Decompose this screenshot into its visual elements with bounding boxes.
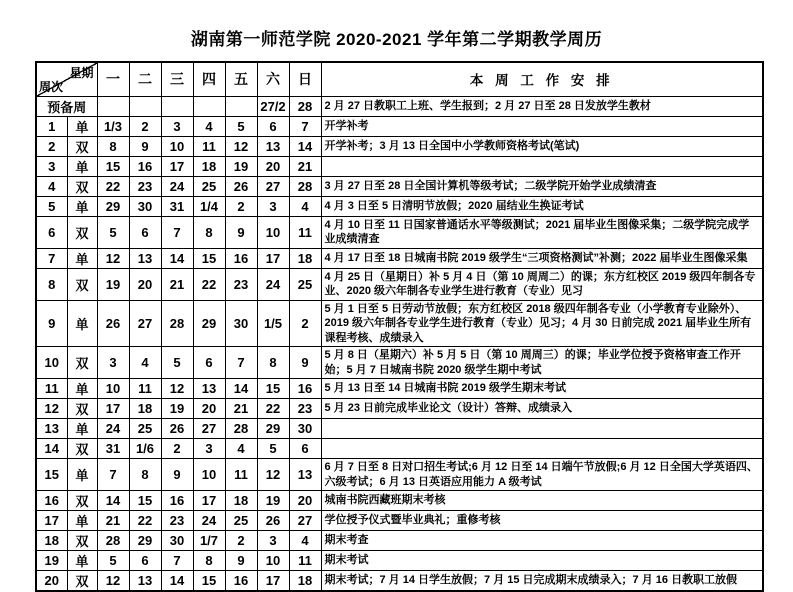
day-cell: 30 [289, 419, 321, 439]
week-number-cell: 7 [36, 248, 67, 268]
day-cell: 14 [161, 571, 193, 592]
day-cell: 6 [129, 551, 161, 571]
week-number-cell: 预备周 [36, 96, 97, 116]
day-cell: 6 [289, 439, 321, 459]
week-number-cell: 18 [36, 531, 67, 551]
work-arrangement-cell: 4 月 17 日至 18 日城南书院 2019 级学生“三项资格测试”补测；2022 届毕业生图像采集 [321, 248, 763, 268]
day-header-tue: 二 [129, 62, 161, 96]
day-cell: 17 [97, 399, 129, 419]
day-cell: 23 [225, 268, 257, 300]
day-cell: 25 [289, 268, 321, 300]
day-cell: 26 [97, 300, 129, 347]
day-cell: 6 [257, 116, 289, 136]
day-cell: 15 [129, 491, 161, 511]
week-number-cell: 19 [36, 551, 67, 571]
calendar-week-row [36, 419, 763, 439]
day-cell: 18 [193, 156, 225, 176]
calendar-week-row [36, 439, 763, 459]
odd-even-cell: 单 [67, 196, 97, 216]
day-cell: 16 [161, 491, 193, 511]
day-header-fri: 五 [225, 62, 257, 96]
work-arrangement-cell: 5 月 8 日（星期六）补 5 月 5 日（第 10 周周三）的课；毕业学位授予资格审查工作开始；5 月 7 日城南书院 2020 级学生期中考试 [321, 347, 763, 379]
day-cell: 24 [193, 511, 225, 531]
day-cell: 12 [97, 571, 129, 592]
day-cell: 15 [257, 379, 289, 399]
day-cell: 4 [289, 196, 321, 216]
day-cell: 4 [193, 116, 225, 136]
day-cell: 7 [225, 347, 257, 379]
day-cell: 18 [129, 399, 161, 419]
calendar-week-row [36, 379, 763, 399]
day-cell: 11 [129, 379, 161, 399]
work-arrangement-cell [321, 439, 763, 459]
work-arrangement-cell: 5 月 23 日前完成毕业论文（设计）答辩、成绩录入 [321, 399, 763, 419]
week-number-cell: 15 [36, 459, 67, 491]
week-number-cell: 14 [36, 439, 67, 459]
day-cell: 9 [225, 216, 257, 248]
calendar-week-row [36, 156, 763, 176]
work-arrangement-cell: 期末考试；7 月 14 日学生放假；7 月 15 日完成期末成绩录入；7 月 16 日教职工放假 [321, 571, 763, 592]
day-header-thu: 四 [193, 62, 225, 96]
day-cell: 11 [289, 216, 321, 248]
day-cell: 14 [225, 379, 257, 399]
work-arrangement-cell [321, 419, 763, 439]
day-cell: 26 [161, 419, 193, 439]
day-cell: 7 [161, 216, 193, 248]
day-header-wed: 三 [161, 62, 193, 96]
day-cell: 30 [161, 531, 193, 551]
day-cell [97, 96, 129, 116]
calendar-week-row [36, 551, 763, 571]
calendar-week-row [36, 196, 763, 216]
day-cell: 9 [225, 551, 257, 571]
day-cell: 13 [289, 459, 321, 491]
work-arrangement-cell: 开学补考 [321, 116, 763, 136]
day-cell: 7 [161, 551, 193, 571]
day-cell: 9 [129, 136, 161, 156]
calendar-week-row [36, 399, 763, 419]
day-cell: 24 [97, 419, 129, 439]
day-cell: 1/6 [129, 439, 161, 459]
week-number-cell: 20 [36, 571, 67, 592]
calendar-week-row [36, 347, 763, 379]
day-cell: 1/4 [193, 196, 225, 216]
day-cell: 9 [289, 347, 321, 379]
odd-even-cell: 双 [67, 531, 97, 551]
work-arrangement-cell: 4 月 3 日至 5 日清明节放假；2020 届结业生换证考试 [321, 196, 763, 216]
day-cell: 30 [225, 300, 257, 347]
day-cell: 26 [257, 511, 289, 531]
corner-cell [36, 62, 97, 96]
day-cell: 14 [289, 136, 321, 156]
odd-even-cell: 双 [67, 347, 97, 379]
day-cell: 28 [289, 176, 321, 196]
odd-even-cell: 双 [67, 439, 97, 459]
odd-even-cell: 单 [67, 116, 97, 136]
day-cell: 23 [289, 399, 321, 419]
day-cell: 10 [97, 379, 129, 399]
calendar-week-row [36, 116, 763, 136]
day-cell: 10 [257, 551, 289, 571]
odd-even-cell: 双 [67, 216, 97, 248]
day-cell: 8 [193, 551, 225, 571]
day-cell: 20 [193, 399, 225, 419]
day-cell: 12 [225, 136, 257, 156]
work-arrangement-cell: 城南书院西藏班期末考核 [321, 491, 763, 511]
day-header-mon: 一 [97, 62, 129, 96]
work-arrangement-cell: 3 月 27 日至 28 日全国计算机等级考试；二级学院开始学业成绩清查 [321, 176, 763, 196]
day-cell: 4 [225, 439, 257, 459]
work-arrangement-header: 本 周 工 作 安 排 [321, 62, 763, 96]
day-cell: 16 [129, 156, 161, 176]
day-cell: 5 [97, 216, 129, 248]
day-cell: 5 [161, 347, 193, 379]
day-cell: 1/3 [97, 116, 129, 136]
day-cell: 11 [289, 551, 321, 571]
day-cell: 16 [289, 379, 321, 399]
day-cell: 19 [257, 491, 289, 511]
day-cell: 6 [129, 216, 161, 248]
day-cell: 15 [97, 156, 129, 176]
day-cell: 9 [161, 459, 193, 491]
calendar-week-row [36, 491, 763, 511]
day-cell: 27 [193, 419, 225, 439]
day-cell: 1/7 [193, 531, 225, 551]
work-arrangement-cell: 4 月 25 日（星期日）补 5 月 4 日（第 10 周周二）的课；东方红校区 2019 级四年制各专业、2020 级六年制各专业学生进行教育（专业）见习 [321, 268, 763, 300]
day-cell: 27/2 [257, 96, 289, 116]
day-cell: 29 [193, 300, 225, 347]
day-cell: 20 [257, 156, 289, 176]
day-cell: 23 [129, 176, 161, 196]
day-cell: 3 [257, 531, 289, 551]
day-cell: 11 [193, 136, 225, 156]
day-cell: 24 [257, 268, 289, 300]
odd-even-cell: 单 [67, 156, 97, 176]
odd-even-cell: 双 [67, 136, 97, 156]
corner-label-weeknum: 周次 [39, 79, 64, 94]
day-cell: 21 [225, 399, 257, 419]
day-cell: 28 [161, 300, 193, 347]
day-cell [129, 96, 161, 116]
day-header-sat: 六 [257, 62, 289, 96]
day-cell: 15 [193, 571, 225, 592]
work-arrangement-cell: 期末考试 [321, 551, 763, 571]
day-cell: 18 [225, 491, 257, 511]
day-cell: 1/5 [257, 300, 289, 347]
work-arrangement-cell: 5 月 13 日至 14 日城南书院 2019 级学生期末考试 [321, 379, 763, 399]
work-arrangement-cell: 开学补考；3 月 13 日全国中小学教师资格考试(笔试) [321, 136, 763, 156]
day-cell: 8 [129, 459, 161, 491]
day-cell: 18 [289, 571, 321, 592]
day-cell: 4 [129, 347, 161, 379]
day-cell: 14 [97, 491, 129, 511]
day-cell: 28 [97, 531, 129, 551]
day-cell: 28 [289, 96, 321, 116]
day-cell: 13 [193, 379, 225, 399]
week-number-cell: 5 [36, 196, 67, 216]
day-cell: 8 [193, 216, 225, 248]
day-cell: 19 [97, 268, 129, 300]
day-cell: 31 [97, 439, 129, 459]
day-cell: 22 [97, 176, 129, 196]
day-cell: 2 [289, 300, 321, 347]
week-number-cell: 10 [36, 347, 67, 379]
day-cell: 29 [97, 196, 129, 216]
corner-label-weekday: 星期 [69, 66, 94, 80]
odd-even-cell: 双 [67, 268, 97, 300]
calendar-week-row [36, 136, 763, 156]
day-cell: 10 [193, 459, 225, 491]
odd-even-cell: 单 [67, 300, 97, 347]
day-cell: 19 [225, 156, 257, 176]
day-cell: 27 [257, 176, 289, 196]
day-cell: 28 [225, 419, 257, 439]
day-cell [225, 96, 257, 116]
day-cell: 27 [289, 511, 321, 531]
day-cell: 22 [129, 511, 161, 531]
day-cell: 21 [289, 156, 321, 176]
calendar-week-row [36, 216, 763, 248]
calendar-week-row [36, 459, 763, 491]
week-number-cell: 9 [36, 300, 67, 347]
odd-even-cell: 双 [67, 491, 97, 511]
week-number-cell: 6 [36, 216, 67, 248]
day-cell: 12 [97, 248, 129, 268]
day-cell: 7 [97, 459, 129, 491]
day-cell: 13 [129, 248, 161, 268]
day-cell: 12 [161, 379, 193, 399]
day-cell: 14 [161, 248, 193, 268]
day-cell: 22 [257, 399, 289, 419]
odd-even-cell: 单 [67, 459, 97, 491]
day-cell: 5 [225, 116, 257, 136]
day-cell: 4 [289, 531, 321, 551]
week-number-cell: 17 [36, 511, 67, 531]
day-cell: 3 [257, 196, 289, 216]
work-arrangement-cell [321, 156, 763, 176]
calendar-week-row [36, 248, 763, 268]
day-cell: 18 [289, 248, 321, 268]
work-arrangement-cell: 4 月 10 日至 11 日国家普通话水平等级测试；2021 届毕业生图像采集；二级学院完成学业成绩清查 [321, 216, 763, 248]
week-number-cell: 16 [36, 491, 67, 511]
work-arrangement-cell: 期末考查 [321, 531, 763, 551]
week-number-cell: 13 [36, 419, 67, 439]
calendar-week-row [36, 176, 763, 196]
week-number-cell: 12 [36, 399, 67, 419]
day-cell: 3 [161, 116, 193, 136]
day-cell: 30 [129, 196, 161, 216]
day-cell: 17 [257, 571, 289, 592]
odd-even-cell: 双 [67, 571, 97, 592]
calendar-week-row [36, 96, 763, 116]
day-cell [161, 96, 193, 116]
day-cell: 5 [97, 551, 129, 571]
week-number-cell: 11 [36, 379, 67, 399]
day-cell: 25 [225, 511, 257, 531]
day-cell: 15 [193, 248, 225, 268]
day-cell: 25 [129, 419, 161, 439]
work-arrangement-cell: 6 月 7 日至 8 日对口招生考试;6 月 12 日至 14 日端午节放假;6 月 12 日全国大学英语四、六级考试；6 月 13 日英语应用能力 A 级考试 [321, 459, 763, 491]
week-number-cell: 2 [36, 136, 67, 156]
day-cell: 24 [161, 176, 193, 196]
work-arrangement-cell: 学位授予仪式暨毕业典礼；重修考核 [321, 511, 763, 531]
week-number-cell: 1 [36, 116, 67, 136]
day-cell: 17 [161, 156, 193, 176]
day-cell: 17 [257, 248, 289, 268]
day-cell [193, 96, 225, 116]
week-number-cell: 3 [36, 156, 67, 176]
day-cell: 12 [257, 459, 289, 491]
day-cell: 3 [97, 347, 129, 379]
day-cell: 26 [225, 176, 257, 196]
day-cell: 16 [225, 571, 257, 592]
odd-even-cell: 单 [67, 551, 97, 571]
day-cell: 21 [161, 268, 193, 300]
day-cell: 2 [225, 196, 257, 216]
calendar-week-row [36, 531, 763, 551]
day-cell: 29 [257, 419, 289, 439]
odd-even-cell: 单 [67, 248, 97, 268]
week-number-cell: 4 [36, 176, 67, 196]
day-cell: 25 [193, 176, 225, 196]
day-cell: 8 [97, 136, 129, 156]
day-cell: 10 [257, 216, 289, 248]
day-cell: 13 [129, 571, 161, 592]
day-cell: 6 [193, 347, 225, 379]
day-cell: 2 [161, 439, 193, 459]
day-cell: 2 [225, 531, 257, 551]
header-row [36, 62, 763, 96]
work-arrangement-cell: 5 月 1 日至 5 日劳动节放假；东方红校区 2018 级四年制各专业（小学教育专业除外）、2019 级六年制各专业学生进行教育（专业）见习；4 月 30 日前完成 2021 届毕业生所有课程考核、成绩录入 [321, 300, 763, 347]
day-cell: 29 [129, 531, 161, 551]
work-arrangement-cell: 2 月 27 日教职工上班、学生报到；2 月 27 日至 28 日发放学生教材 [321, 96, 763, 116]
day-cell: 17 [193, 491, 225, 511]
odd-even-cell: 单 [67, 419, 97, 439]
day-cell: 13 [257, 136, 289, 156]
teaching-calendar-table [35, 61, 764, 592]
day-cell: 21 [97, 511, 129, 531]
day-cell: 22 [193, 268, 225, 300]
odd-even-cell: 双 [67, 399, 97, 419]
day-cell: 8 [257, 347, 289, 379]
day-cell: 7 [289, 116, 321, 136]
day-cell: 10 [161, 136, 193, 156]
day-cell: 16 [225, 248, 257, 268]
day-cell: 11 [225, 459, 257, 491]
odd-even-cell: 单 [67, 511, 97, 531]
day-cell: 19 [161, 399, 193, 419]
day-cell: 31 [161, 196, 193, 216]
calendar-week-row [36, 300, 763, 347]
odd-even-cell: 双 [67, 176, 97, 196]
day-cell: 27 [129, 300, 161, 347]
calendar-week-row [36, 571, 763, 592]
calendar-week-row [36, 268, 763, 300]
week-number-cell: 8 [36, 268, 67, 300]
day-cell: 5 [257, 439, 289, 459]
day-cell: 3 [193, 439, 225, 459]
day-cell: 2 [129, 116, 161, 136]
day-header-sun: 日 [289, 62, 321, 96]
day-cell: 20 [289, 491, 321, 511]
day-cell: 23 [161, 511, 193, 531]
odd-even-cell: 单 [67, 379, 97, 399]
calendar-week-row [36, 511, 763, 531]
day-cell: 20 [129, 268, 161, 300]
page-title: 湖南第一师范学院 2020-2021 学年第二学期教学周历 [190, 30, 603, 49]
